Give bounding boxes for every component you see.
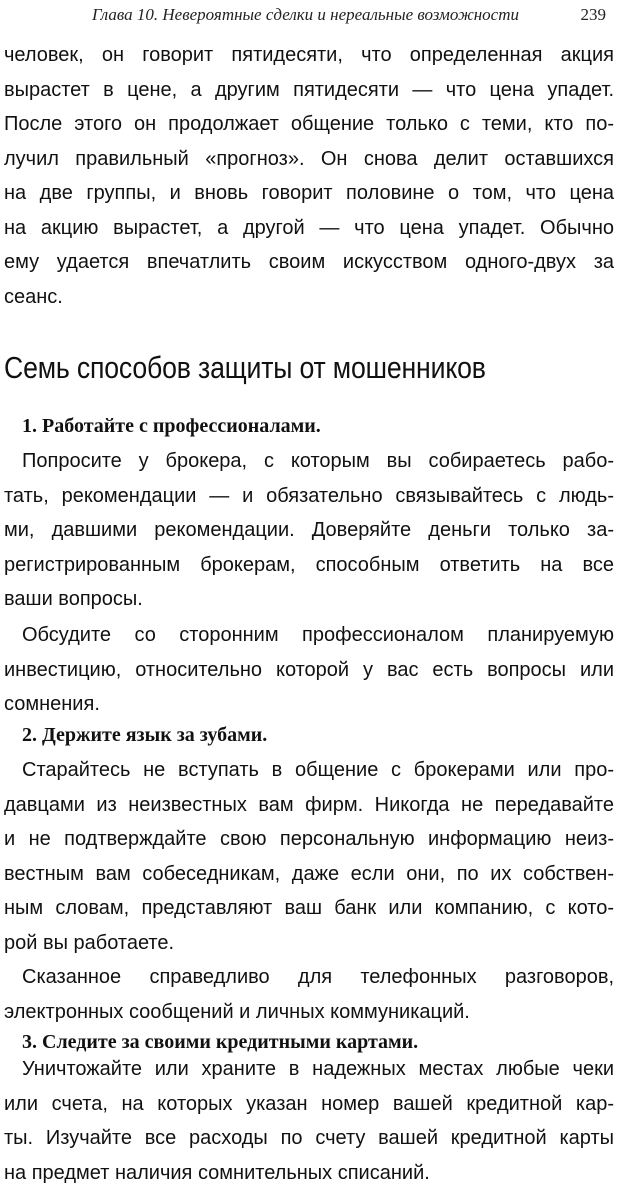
- text-line: человек, он говорит пятидесяти, что определенная акция: [4, 44, 614, 66]
- tip-heading-3: 3. Следите за своими кредитными картами.: [22, 1031, 419, 1053]
- text-line: или счета, на которых указан номер вашей кредитной кар-: [4, 1092, 614, 1115]
- text-line: электронных сообщений и личных коммуникаций.: [4, 1000, 470, 1023]
- text-line: ми, давшими рекомендации. Доверяйте деньги только за-: [4, 519, 614, 541]
- text-line: на акцию вырастет, а другой — что цена упадет. Обычно: [4, 216, 614, 239]
- text-line: Уничтожайте или храните в надежных местах любые чеки: [22, 1058, 614, 1080]
- text-line: регистрированным брокерам, способным ответить на все: [4, 553, 614, 576]
- text-line: ным словам, представляют ваш банк или компанию, с кото-: [4, 897, 614, 919]
- text-line: ему удается впечатлить своим искусством одного-двух за: [4, 251, 614, 273]
- intro-paragraph: [4, 38, 614, 314]
- text-line: тать, рекомендации — и обязательно связывайтесь с людь-: [4, 484, 614, 507]
- text-line: сеанс.: [4, 285, 63, 308]
- text-line: Попросите у брокера, с которым вы собираетесь рабо-: [22, 450, 614, 472]
- text-line: ваши вопросы.: [4, 588, 143, 610]
- text-line: После этого он продолжает общение только с теми, кто по-: [4, 113, 614, 135]
- text-line: вестным вам собеседникам, даже если они, по их собствен-: [4, 862, 614, 885]
- text-line: лучил правильный «прогноз». Он снова делит оставшихся: [4, 147, 614, 170]
- text-line: давцами из неизвестных вам фирм. Никогда не передавайте: [4, 793, 614, 816]
- text-line: рой вы работаете.: [4, 931, 175, 954]
- text-line: вырастет в цене, а другим пятидесяти — что цена упадет.: [4, 78, 614, 101]
- tip-2-paragraph-1: [4, 753, 614, 960]
- section-title: Семь способов защиты от мошенников: [4, 350, 486, 385]
- tip-1-paragraph-2: [4, 618, 614, 722]
- running-header: [0, 2, 612, 28]
- text-line: Обсудите со сторонним профессионалом планируемую: [22, 624, 614, 646]
- text-line: сомнения.: [4, 693, 100, 715]
- text-line: Старайтесь не вступать в общение с брокерами или про-: [22, 759, 614, 781]
- page-number: 239: [580, 5, 606, 24]
- text-line: на предмет наличия сомнительных списаний.: [4, 1161, 430, 1184]
- text-line: Сказанное справедливо для телефонных разговоров,: [22, 966, 614, 988]
- text-line: инвестицию, относительно которой у вас есть вопросы или: [4, 658, 614, 681]
- text-line: на две группы, и вновь говорит половине о том, что цена: [4, 182, 614, 204]
- tip-heading-1: 1. Работайте с профессионалами.: [22, 415, 321, 437]
- tip-3-paragraph-1: [4, 1052, 614, 1190]
- chapter-title: Глава 10. Невероятные сделки и нереальные возможности: [92, 5, 520, 24]
- tip-1-paragraph-1: [4, 444, 614, 617]
- text-line: и не подтверждайте свою персональную информацию неиз-: [4, 828, 614, 850]
- text-line: ты. Изучайте все расходы по счету вашей кредитной карты: [4, 1127, 614, 1149]
- tip-2-paragraph-2: [4, 960, 614, 1029]
- tip-heading-2: 2. Держите язык за зубами.: [22, 724, 268, 746]
